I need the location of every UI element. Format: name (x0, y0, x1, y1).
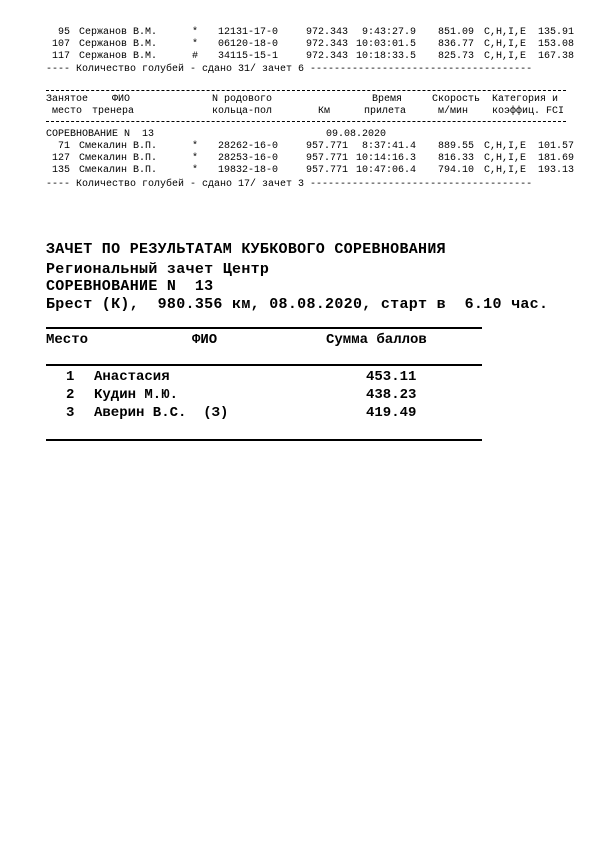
speed: 825.73 (438, 51, 475, 62)
mark: # (192, 51, 199, 62)
arrival-time: 8:37:41.4 (362, 141, 417, 152)
header-ring: N родового (212, 94, 273, 105)
cup-subtitle: Региональный зачет Центр (46, 261, 270, 278)
distance: 957.771 (306, 153, 349, 164)
speed: 851.09 (438, 27, 475, 38)
cup-race-info: Брест (К), 980.356 км, 08.08.2020, старт в 6.10 час. (46, 296, 549, 313)
header-km: Км (318, 106, 331, 117)
header-category: Категория и (492, 94, 559, 105)
column-name: ФИО (192, 332, 218, 348)
distance: 972.343 (306, 51, 349, 62)
table-row (46, 141, 576, 153)
table-row (46, 27, 576, 39)
fci: 153.08 (538, 39, 575, 50)
divider (46, 121, 566, 122)
competition-results (46, 141, 576, 177)
header-place: Занятое (46, 94, 89, 105)
column-place: Место (46, 332, 89, 348)
distance: 972.343 (306, 39, 349, 50)
category: C,H,I,E (484, 27, 527, 38)
arrival-time: 9:43:27.9 (362, 27, 417, 38)
fci: 167.38 (538, 51, 575, 62)
competition-date: 09.08.2020 (326, 129, 387, 140)
top-results-table (46, 27, 576, 63)
ring-number: 12131-17-0 (218, 27, 279, 38)
category: C,H,I,E (484, 153, 527, 164)
mark: * (192, 39, 199, 50)
divider (46, 90, 566, 91)
mark: * (192, 141, 199, 152)
ring-number: 19832-18-0 (218, 165, 279, 176)
category: C,H,I,E (484, 51, 527, 62)
arrival-time: 10:14:16.3 (356, 153, 417, 164)
arrival-time: 10:18:33.5 (356, 51, 417, 62)
summary-line: ---- Количество голубей - сдано 31/ зачет 6 ------------------------------------- (46, 64, 533, 75)
ring-number: 28253-16-0 (218, 153, 279, 164)
cup-competition: СОРЕВНОВАНИЕ N 13 (46, 278, 214, 295)
fci: 181.69 (538, 153, 575, 164)
table-row (46, 153, 576, 165)
name: Аверин В.С. (З) (94, 405, 229, 421)
place: 95 (58, 27, 71, 38)
header-category-2: коэффиц. FCI (492, 106, 565, 117)
header-time: Время (372, 94, 403, 105)
trainer-name: Сержанов В.М. (79, 39, 158, 50)
header-speed: Скорость (432, 94, 481, 105)
header-name: ФИО (112, 94, 131, 105)
cup-title: ЗАЧЕТ ПО РЕЗУЛЬТАТАМ КУБКОВОГО СОРЕВНОВАНИЯ (46, 241, 446, 258)
speed: 816.33 (438, 153, 475, 164)
table-row (46, 39, 576, 51)
header-name-2: тренера (92, 106, 135, 117)
name: Кудин М.Ю. (94, 387, 179, 403)
category: C,H,I,E (484, 165, 527, 176)
speed: 794.10 (438, 165, 475, 176)
place: 135 (52, 165, 71, 176)
trainer-name: Смекалин В.П. (79, 165, 158, 176)
category: C,H,I,E (484, 141, 527, 152)
header-place-2: место (52, 106, 83, 117)
mark: * (192, 27, 199, 38)
speed: 836.77 (438, 39, 475, 50)
table-top-line (46, 327, 482, 329)
column-sum: Сумма баллов (326, 332, 427, 348)
place: 2 (66, 387, 75, 403)
place: 1 (66, 369, 75, 385)
header-ring-2: кольца-пол (212, 106, 273, 117)
sum: 419.49 (366, 405, 417, 421)
speed: 889.55 (438, 141, 475, 152)
category: C,H,I,E (484, 39, 527, 50)
fci: 193.13 (538, 165, 575, 176)
place: 71 (58, 141, 71, 152)
trainer-name: Смекалин В.П. (79, 141, 158, 152)
competition-label: СОРЕВНОВАНИЕ N 13 (46, 129, 155, 140)
arrival-time: 10:03:01.5 (356, 39, 417, 50)
table-row (46, 165, 576, 177)
fci: 101.57 (538, 141, 575, 152)
ring-number: 06120-18-0 (218, 39, 279, 50)
sum: 453.11 (366, 369, 417, 385)
fci: 135.91 (538, 27, 575, 38)
summary-line: ---- Количество голубей - сдано 17/ зачет 3 ------------------------------------- (46, 179, 533, 190)
distance: 972.343 (306, 27, 349, 38)
trainer-name: Сержанов В.М. (79, 27, 158, 38)
place: 127 (52, 153, 71, 164)
mark: * (192, 153, 199, 164)
trainer-name: Сержанов В.М. (79, 51, 158, 62)
mark: * (192, 165, 199, 176)
sum: 438.23 (366, 387, 417, 403)
place: 107 (52, 39, 71, 50)
distance: 957.771 (306, 165, 349, 176)
header-time-2: прилета (364, 106, 407, 117)
place: 117 (52, 51, 71, 62)
place: 3 (66, 405, 75, 421)
table-header (46, 94, 566, 120)
trainer-name: Смекалин В.П. (79, 153, 158, 164)
table-row (46, 51, 576, 63)
ring-number: 34115-15-1 (218, 51, 279, 62)
name: Анастасия (94, 369, 170, 385)
arrival-time: 10:47:06.4 (356, 165, 417, 176)
ring-number: 28262-16-0 (218, 141, 279, 152)
header-speed-2: м/мин (438, 106, 469, 117)
table-header-line (46, 364, 482, 366)
distance: 957.771 (306, 141, 349, 152)
table-bottom-line (46, 439, 482, 441)
